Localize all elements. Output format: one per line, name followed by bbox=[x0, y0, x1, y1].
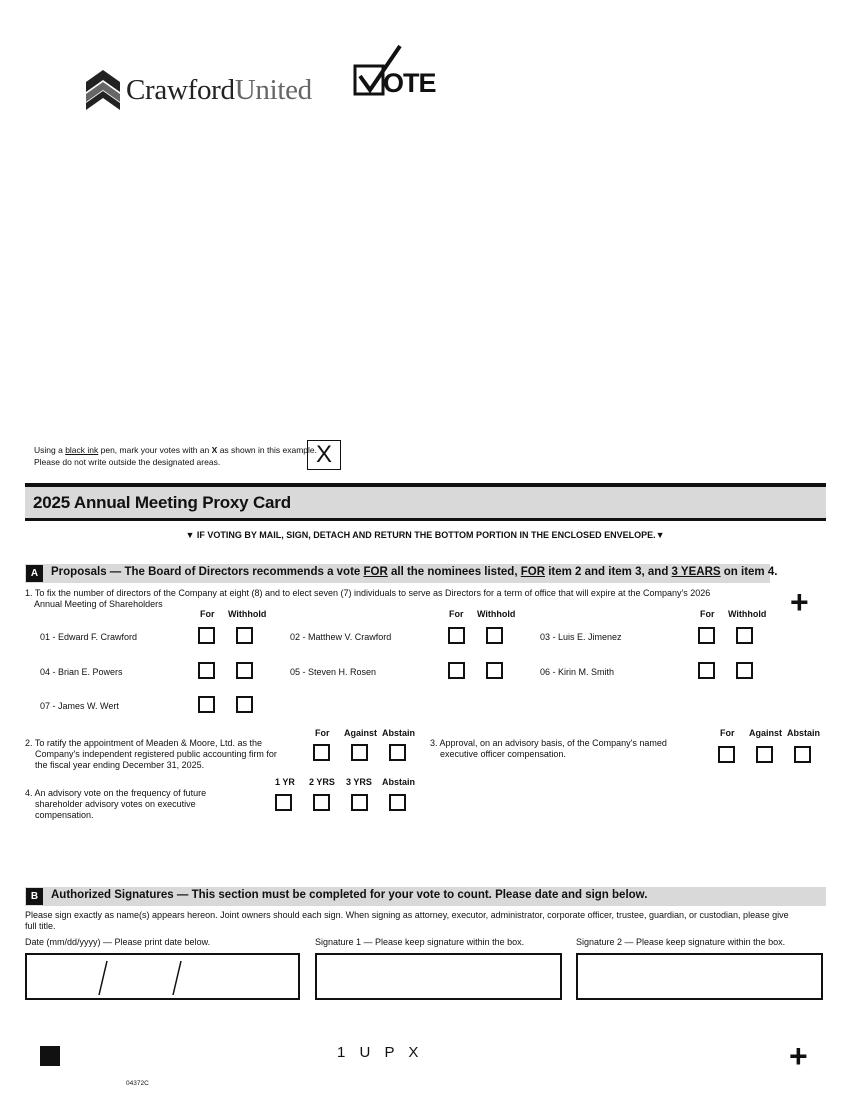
chevron-logo-icon bbox=[86, 70, 120, 110]
date-input-box[interactable] bbox=[25, 953, 300, 1000]
item2-for-checkbox[interactable] bbox=[313, 744, 330, 761]
instr-mid: pen, mark your votes with an bbox=[98, 445, 212, 455]
item3-col-abstain: Abstain bbox=[787, 728, 821, 738]
col-withhold-3: Withhold bbox=[728, 609, 767, 619]
nominee-02-withhold-checkbox[interactable] bbox=[486, 627, 503, 644]
item4-abstain-checkbox[interactable] bbox=[389, 794, 406, 811]
registration-mark-bottom: + bbox=[789, 1038, 808, 1074]
section-b-heading: Authorized Signatures — This section must be completed for your vote to count. Please date and sign below. bbox=[51, 889, 648, 901]
nominee-04: 04 - Brian E. Powers bbox=[40, 667, 123, 677]
company-logo bbox=[86, 70, 312, 110]
nominee-05-for-checkbox[interactable] bbox=[448, 662, 465, 679]
item2-text bbox=[25, 738, 277, 771]
item4-col-1yr: 1 YR bbox=[275, 777, 295, 787]
item4-text bbox=[25, 788, 206, 821]
instruction-line-2: Please do not write outside the designated areas. bbox=[34, 457, 221, 467]
signature2-label: Signature 2 — Please keep signature within the box. bbox=[576, 937, 786, 947]
col-for-1: For bbox=[200, 609, 215, 619]
item3-abstain-checkbox[interactable] bbox=[794, 746, 811, 763]
nominee-01: 01 - Edward F. Crawford bbox=[40, 632, 138, 642]
instr-x: X bbox=[211, 445, 218, 455]
heading-for2: FOR bbox=[520, 566, 545, 578]
section-b-instructions bbox=[25, 910, 835, 932]
item3-text bbox=[430, 738, 667, 760]
section-b-letter: B bbox=[26, 888, 43, 905]
item3-line1: 3. Approval, on an advisory basis, of the Company's named bbox=[430, 738, 667, 748]
item2-col-abstain: Abstain bbox=[382, 728, 416, 738]
col-withhold-1: Withhold bbox=[228, 609, 267, 619]
heading-years: 3 YEARS bbox=[671, 566, 721, 578]
section-a-letter: A bbox=[26, 565, 43, 582]
detach-notice: ▼ IF VOTING BY MAIL, SIGN, DETACH AND RETURN THE BOTTOM PORTION IN THE ENCLOSED ENVELOPE.▼ bbox=[185, 530, 665, 540]
nominee-03: 03 - Luis E. Jimenez bbox=[540, 632, 622, 642]
nominee-01-for-checkbox[interactable] bbox=[198, 627, 215, 644]
heading-mid2: item 2 and item 3, and bbox=[545, 566, 672, 578]
col-for-3: For bbox=[700, 609, 715, 619]
item3-col-against: Against bbox=[749, 728, 783, 738]
item2-line3: the fiscal year ending December 31, 2025. bbox=[35, 760, 205, 770]
card-code: 1 U P X bbox=[337, 1044, 424, 1061]
form-id: 04372C bbox=[126, 1080, 149, 1087]
item4-line1: 4. An advisory vote on the frequency of future bbox=[25, 788, 207, 798]
nominee-02: 02 - Matthew V. Crawford bbox=[290, 632, 392, 642]
signature2-box[interactable] bbox=[576, 953, 823, 1000]
item2-line2: Company's independent registered public accounting firm for bbox=[35, 749, 277, 759]
heading-post: on item 4. bbox=[720, 566, 778, 578]
vote-label: OTE bbox=[383, 68, 436, 98]
item3-for-checkbox[interactable] bbox=[718, 746, 735, 763]
registration-mark-top: + bbox=[790, 584, 809, 620]
nominee-07-withhold-checkbox[interactable] bbox=[236, 696, 253, 713]
nominee-05-withhold-checkbox[interactable] bbox=[486, 662, 503, 679]
marking-instructions bbox=[34, 444, 317, 468]
nominee-04-withhold-checkbox[interactable] bbox=[236, 662, 253, 679]
item4-line2: shareholder advisory votes on executive bbox=[35, 799, 196, 809]
item2-abstain-checkbox[interactable] bbox=[389, 744, 406, 761]
registration-square bbox=[40, 1046, 60, 1066]
item3-line2: executive officer compensation. bbox=[440, 749, 566, 759]
item4-col-abstain: Abstain bbox=[382, 777, 416, 787]
item2-against-checkbox[interactable] bbox=[351, 744, 368, 761]
sign-instr-line1: Please sign exactly as name(s) appears hereon. Joint owners should each sign. When signing as attorney, executor, administrator, corporate officer, trustee, guardian, or custodian, please give bbox=[25, 910, 789, 920]
item4-2yrs-checkbox[interactable] bbox=[313, 794, 330, 811]
instr-post: as shown in this example. bbox=[217, 445, 318, 455]
item4-col-3yrs: 3 YRS bbox=[346, 777, 372, 787]
instr-ink: black ink bbox=[65, 445, 99, 455]
card-title: 2025 Annual Meeting Proxy Card bbox=[33, 493, 291, 512]
item3-col-for: For bbox=[720, 728, 735, 738]
item2-col-for: For bbox=[315, 728, 330, 738]
heading-for1: FOR bbox=[363, 566, 388, 578]
sign-instr-line2: full title. bbox=[25, 921, 56, 931]
item2-col-against: Against bbox=[344, 728, 378, 738]
nominee-05: 05 - Steven H. Rosen bbox=[290, 667, 377, 677]
signature1-label: Signature 1 — Please keep signature within the box. bbox=[315, 937, 525, 947]
item4-1yr-checkbox[interactable] bbox=[275, 794, 292, 811]
company-name bbox=[126, 74, 312, 107]
nominee-07-for-checkbox[interactable] bbox=[198, 696, 215, 713]
nominee-06-for-checkbox[interactable] bbox=[698, 662, 715, 679]
example-mark-box: X bbox=[307, 440, 341, 470]
item3-against-checkbox[interactable] bbox=[756, 746, 773, 763]
nominee-07: 07 - James W. Wert bbox=[40, 701, 119, 711]
company-name-part2: United bbox=[234, 73, 312, 106]
company-name-part1: Crawford bbox=[126, 73, 235, 106]
bottom-rule bbox=[25, 518, 826, 521]
col-withhold-2: Withhold bbox=[477, 609, 516, 619]
date-label: Date (mm/dd/yyyy) — Please print date below. bbox=[25, 937, 211, 947]
nominee-04-for-checkbox[interactable] bbox=[198, 662, 215, 679]
item2-line1: 2. To ratify the appointment of Meaden & Moore, Ltd. as the bbox=[25, 738, 262, 748]
item1-text bbox=[25, 588, 710, 610]
nominee-06-withhold-checkbox[interactable] bbox=[736, 662, 753, 679]
item4-col-2yrs: 2 YRS bbox=[309, 777, 335, 787]
item1-line1: 1. To fix the number of directors of the Company at eight (8) and to elect seven (7) individuals to serve as Directors for a term of office that will expire at the Company's 2026 bbox=[25, 588, 711, 598]
nominee-03-withhold-checkbox[interactable] bbox=[736, 627, 753, 644]
item4-3yrs-checkbox[interactable] bbox=[351, 794, 368, 811]
instruction-line-1 bbox=[34, 444, 317, 456]
heading-mid1: all the nominees listed, bbox=[387, 566, 521, 578]
instr-pre: Using a bbox=[34, 445, 66, 455]
heading-pre: Proposals — The Board of Directors recommends a vote bbox=[51, 566, 364, 578]
nominee-02-for-checkbox[interactable] bbox=[448, 627, 465, 644]
item1-line2: Annual Meeting of Shareholders bbox=[34, 599, 163, 609]
nominee-03-for-checkbox[interactable] bbox=[698, 627, 715, 644]
nominee-01-withhold-checkbox[interactable] bbox=[236, 627, 253, 644]
col-for-2: For bbox=[449, 609, 464, 619]
section-a-heading bbox=[51, 566, 777, 578]
signature1-box[interactable] bbox=[315, 953, 562, 1000]
nominee-06: 06 - Kirin M. Smith bbox=[540, 667, 615, 677]
item4-line3: compensation. bbox=[35, 810, 94, 820]
date-slash-dividers bbox=[27, 955, 298, 998]
